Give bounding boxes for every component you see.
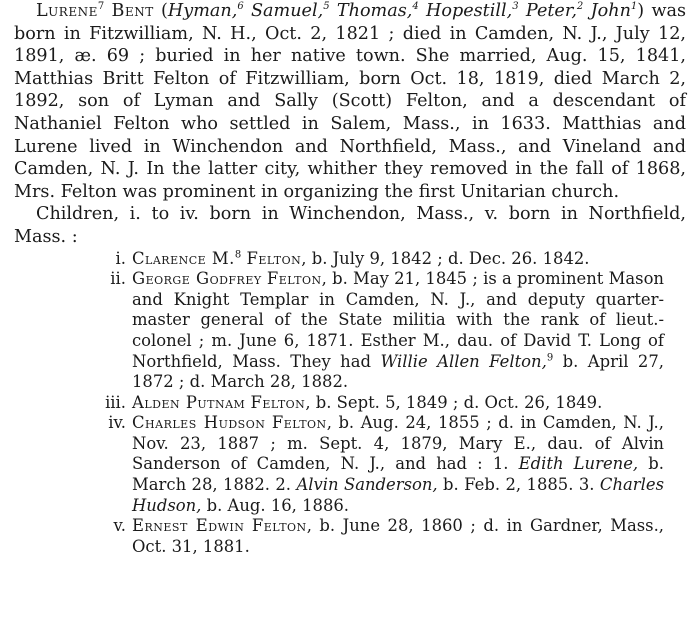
- child-item: [14, 413, 686, 516]
- child-surname: Felton: [271, 413, 327, 433]
- child-item: [14, 516, 686, 557]
- grandchild-name: Alvin Sanderson,: [296, 475, 438, 495]
- child-name: George Godfrey: [132, 269, 262, 289]
- child-item: [14, 393, 686, 414]
- ancestor-generation: 1: [630, 1, 638, 13]
- child-number: i.: [115, 248, 126, 268]
- child-details: , b. June 28, 1860 ; d. in Gardner, Mass., Oct. 31, 1881.: [132, 516, 664, 556]
- entry-name-generation: 7: [97, 1, 105, 13]
- child-name: Charles Hudson: [132, 413, 266, 433]
- child-details: , b. May 21, 1845 ; is a prominent Mason and Knight Templar in Camden, N. J., and deputy quarter-master general of the State militia with the rank of lieut.-colonel ; m. June 6, 1871. Esther M., dau. of David T. Long of Northfield, Mass. They had: [132, 269, 664, 371]
- child-surname: Felton: [251, 516, 307, 536]
- child-name: Alden Putnam: [132, 392, 246, 412]
- child-item: [14, 269, 686, 393]
- child-surname: Felton: [250, 392, 306, 412]
- ancestor-name: John: [590, 1, 631, 21]
- child-generation: 8: [234, 249, 242, 261]
- ancestor-generation: 5: [323, 1, 330, 13]
- child-surname: Felton: [266, 269, 322, 289]
- ancestor-name: Hopestill,: [426, 1, 513, 21]
- ancestor-generation: 4: [412, 1, 419, 13]
- grandchild-details: b. April 27, 1872 ; d. March 28, 1882.: [132, 351, 664, 392]
- child-name: Clarence M.: [132, 248, 235, 268]
- ancestor-generation: 3: [512, 1, 519, 13]
- entry-paragraph: Lurene$^7$ Bent (Hyman,$^6$ Samuel,$^5$ Thomas,$^4$ Hopestill,$^3$ Peter,$^2$ John$^1$) was born in Fitzwilliam, N. H., Oct. 2, 1821 ; died in Camden, N. J., July 12, 1891, æ. 69 ; buried in her native town. She married, Aug. 15, 1841, Matthias Britt Felton of Fitzwilliam, born Oct. 18, 1819, died March 2, 1892, son of Lyman and Sally (Scott) Felton, and a descendant of Nathaniel Felton who settled in Salem, Mass., in 1633. Matthias and Lurene lived in Winchendon and Northfield, Mass., and Vineland and Camden, N. J. In the latter city, whither they removed in the fall of 1868, Mrs. Felton was prominent in organizing the first Unitarian church.: [14, 1, 687, 202]
- grandchild-details: b. Feb. 2, 1885. 3.: [437, 475, 600, 495]
- child-number: iv.: [108, 413, 126, 433]
- child-item: [14, 249, 686, 270]
- children-intro: Children, i. to iv. born in Winchendon, Mass., v. born in Northfield, Mass. :: [14, 204, 686, 247]
- child-details: , b. July 9, 1842 ; d. Dec. 26. 1842.: [301, 248, 590, 268]
- entry-surname: Bent: [111, 1, 154, 21]
- ancestor-name: Peter,: [525, 1, 577, 21]
- ancestor-name: Thomas,: [336, 1, 413, 21]
- ancestor-generation: 6: [237, 1, 244, 13]
- entry-name: Lurene: [36, 1, 98, 21]
- grandchild-details: b. Aug. 16, 1886.: [201, 495, 350, 515]
- grandchild-details: b. March 28, 1882. 2.: [132, 454, 664, 495]
- child-details: , b. Sept. 5, 1849 ; d. Oct. 26, 1849.: [305, 392, 603, 412]
- child-name: Ernest Edwin: [132, 516, 245, 536]
- ancestor-name: Samuel,: [251, 1, 324, 21]
- genealogy-page: [14, 0, 686, 557]
- child-number: iii.: [105, 392, 126, 412]
- grandchild-generation: 9: [546, 352, 554, 364]
- child-details: , b. Aug. 24, 1855 ; d. in Camden, N. J., Nov. 23, 1887 ; m. Sept. 4, 1879, Mary E., dau. of Alvin Sanderson of Camden, N. J., and had : 1.: [132, 413, 664, 474]
- grandchild-name: Edith Lurene,: [518, 454, 639, 474]
- child-number: v.: [113, 516, 126, 536]
- ancestor-generation: 2: [576, 1, 584, 13]
- entry-body: ) was born in Fitzwilliam, N. H., Oct. 2, 1821 ; died in Camden, N. J., July 12, 1891, æ. 69 ; buried in her native town. She married, Aug. 15, 1841, Matthias Britt Felton of Fitzwilliam, born Oct. 18, 1819, died March 2, 1892, son of Lyman and Sally (Scott) Felton, and a descendant of Nathaniel Felton who settled in Salem, Mass., in 1633. Matthias and Lurene lived in Winchendon and Northfield, Mass., and Vineland and Camden, N. J. In the latter city, whither they removed in the fall of 1868, Mrs. Felton was prominent in organizing the first Unitarian church.: [14, 1, 687, 202]
- child-surname: Felton: [246, 248, 302, 268]
- ancestry-line: [168, 1, 637, 21]
- children-list: [14, 249, 686, 558]
- grandchild-name: Charles Hudson,: [132, 475, 664, 515]
- grandchild-name: Willie Allen Felton,: [380, 351, 547, 371]
- child-number: ii.: [110, 269, 126, 289]
- ancestor-name: Hyman,: [167, 1, 238, 21]
